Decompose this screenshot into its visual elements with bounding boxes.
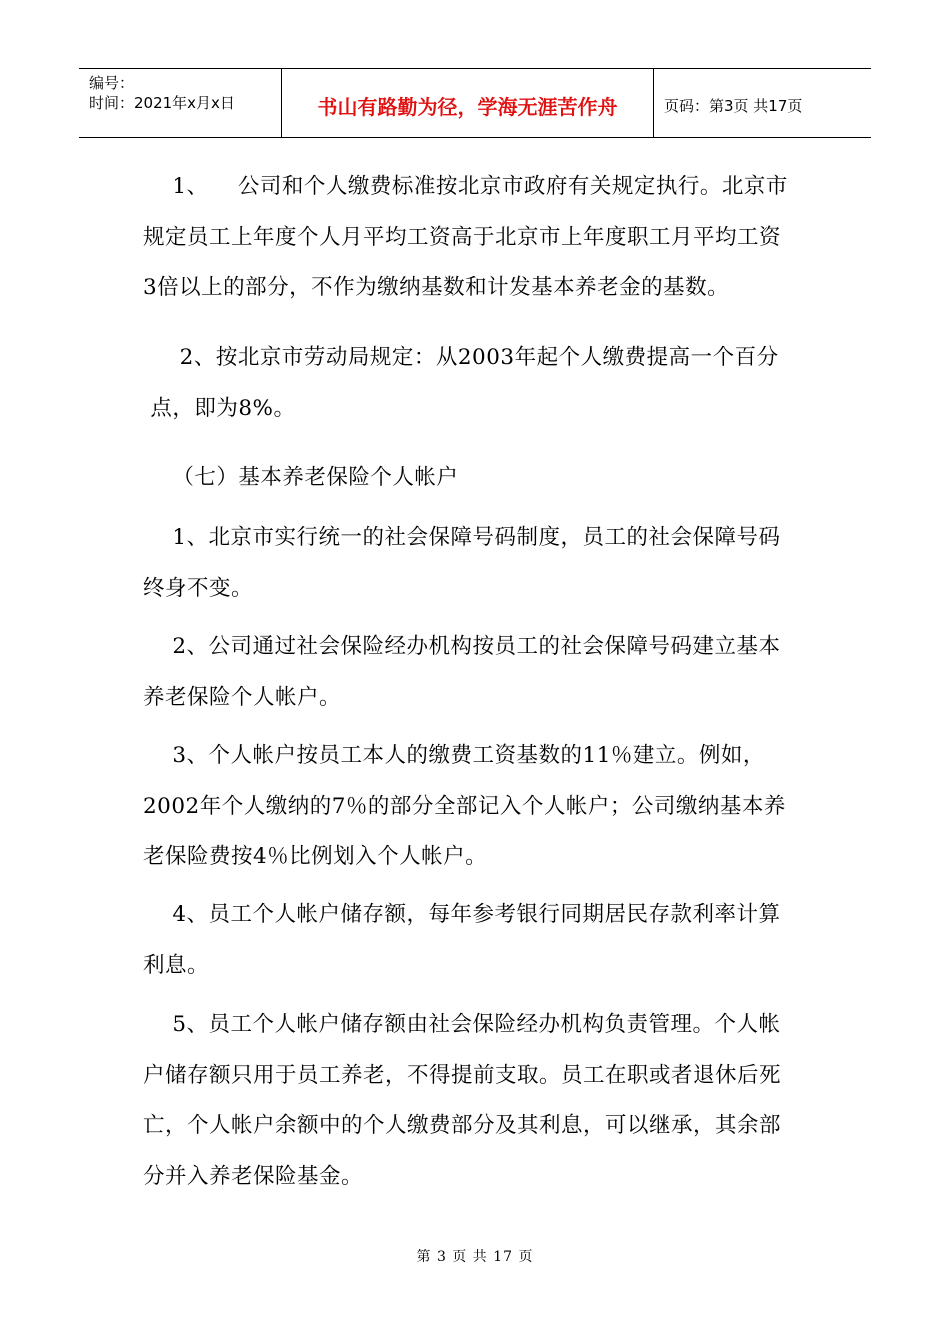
text-line: 2、按北京市劳动局规定：从2003年起个人缴费提高一个百分 <box>143 345 779 370</box>
text-line: 1、 公司和个人缴费标准按北京市政府有关规定执行。北京市 <box>143 174 788 199</box>
section-heading <box>143 453 813 504</box>
paragraph-4 <box>143 622 813 723</box>
text-line: 点，即为8%。 <box>143 395 296 421</box>
text-line: 养老保险个人帐户。 <box>143 684 342 710</box>
text-line: 3倍以上的部分，不作为缴纳基数和计发基本养老金的基数。 <box>143 275 730 300</box>
document-date-label: 时间：2021年x月x日 <box>89 94 235 112</box>
paragraph-6 <box>143 890 813 991</box>
text-line: 户储存额只用于员工养老，不得提前支取。员工在职或者退休后死 <box>143 1062 782 1088</box>
header-meta <box>79 69 282 137</box>
document-number-label: 编号： <box>89 74 135 92</box>
text-line: 亡，个人帐户余额中的个人缴费部分及其利息，可以继承，其余部 <box>143 1113 782 1138</box>
header-page-info: 页码：第3页 共17页 <box>664 96 803 115</box>
page-footer: 第 3 页 共 17 页 <box>416 1249 534 1265</box>
text-line: 2、公司通过社会保险经办机构按员工的社会保障号码建立基本 <box>143 634 781 659</box>
header-motto: 书山有路勤为径，学海无涯苦作舟 <box>282 69 654 137</box>
text-line: 2002年个人缴纳的7％的部分全部记入个人帐户；公司缴纳基本养 <box>143 793 786 819</box>
text-line: 4、员工个人帐户储存额，每年参考银行同期居民存款利率计算 <box>143 902 781 927</box>
document-header <box>79 68 871 138</box>
text-line: 分并入养老保险基金。 <box>143 1163 364 1189</box>
paragraph-1 <box>143 162 813 314</box>
text-line: 老保险费按4％比例划入个人帐户。 <box>143 844 488 869</box>
text-line: 5、员工个人帐户储存额由社会保险经办机构负责管理。个人帐 <box>143 1012 781 1037</box>
paragraph-7 <box>143 1000 813 1202</box>
text-line: 3、个人帐户按员工本人的缴费工资基数的11％建立。例如， <box>143 743 765 768</box>
text-line: 1、北京市实行统一的社会保障号码制度，员工的社会保障号码 <box>143 525 781 550</box>
paragraph-2 <box>143 333 813 434</box>
text-line: 规定员工上年度个人月平均工资高于北京市上年度职工月平均工资 <box>143 224 782 250</box>
text-line: 利息。 <box>143 952 210 978</box>
text-line: （七）基本养老保险个人帐户 <box>143 465 459 490</box>
paragraph-5 <box>143 731 813 883</box>
paragraph-3 <box>143 513 813 614</box>
text-line: 终身不变。 <box>143 575 254 601</box>
